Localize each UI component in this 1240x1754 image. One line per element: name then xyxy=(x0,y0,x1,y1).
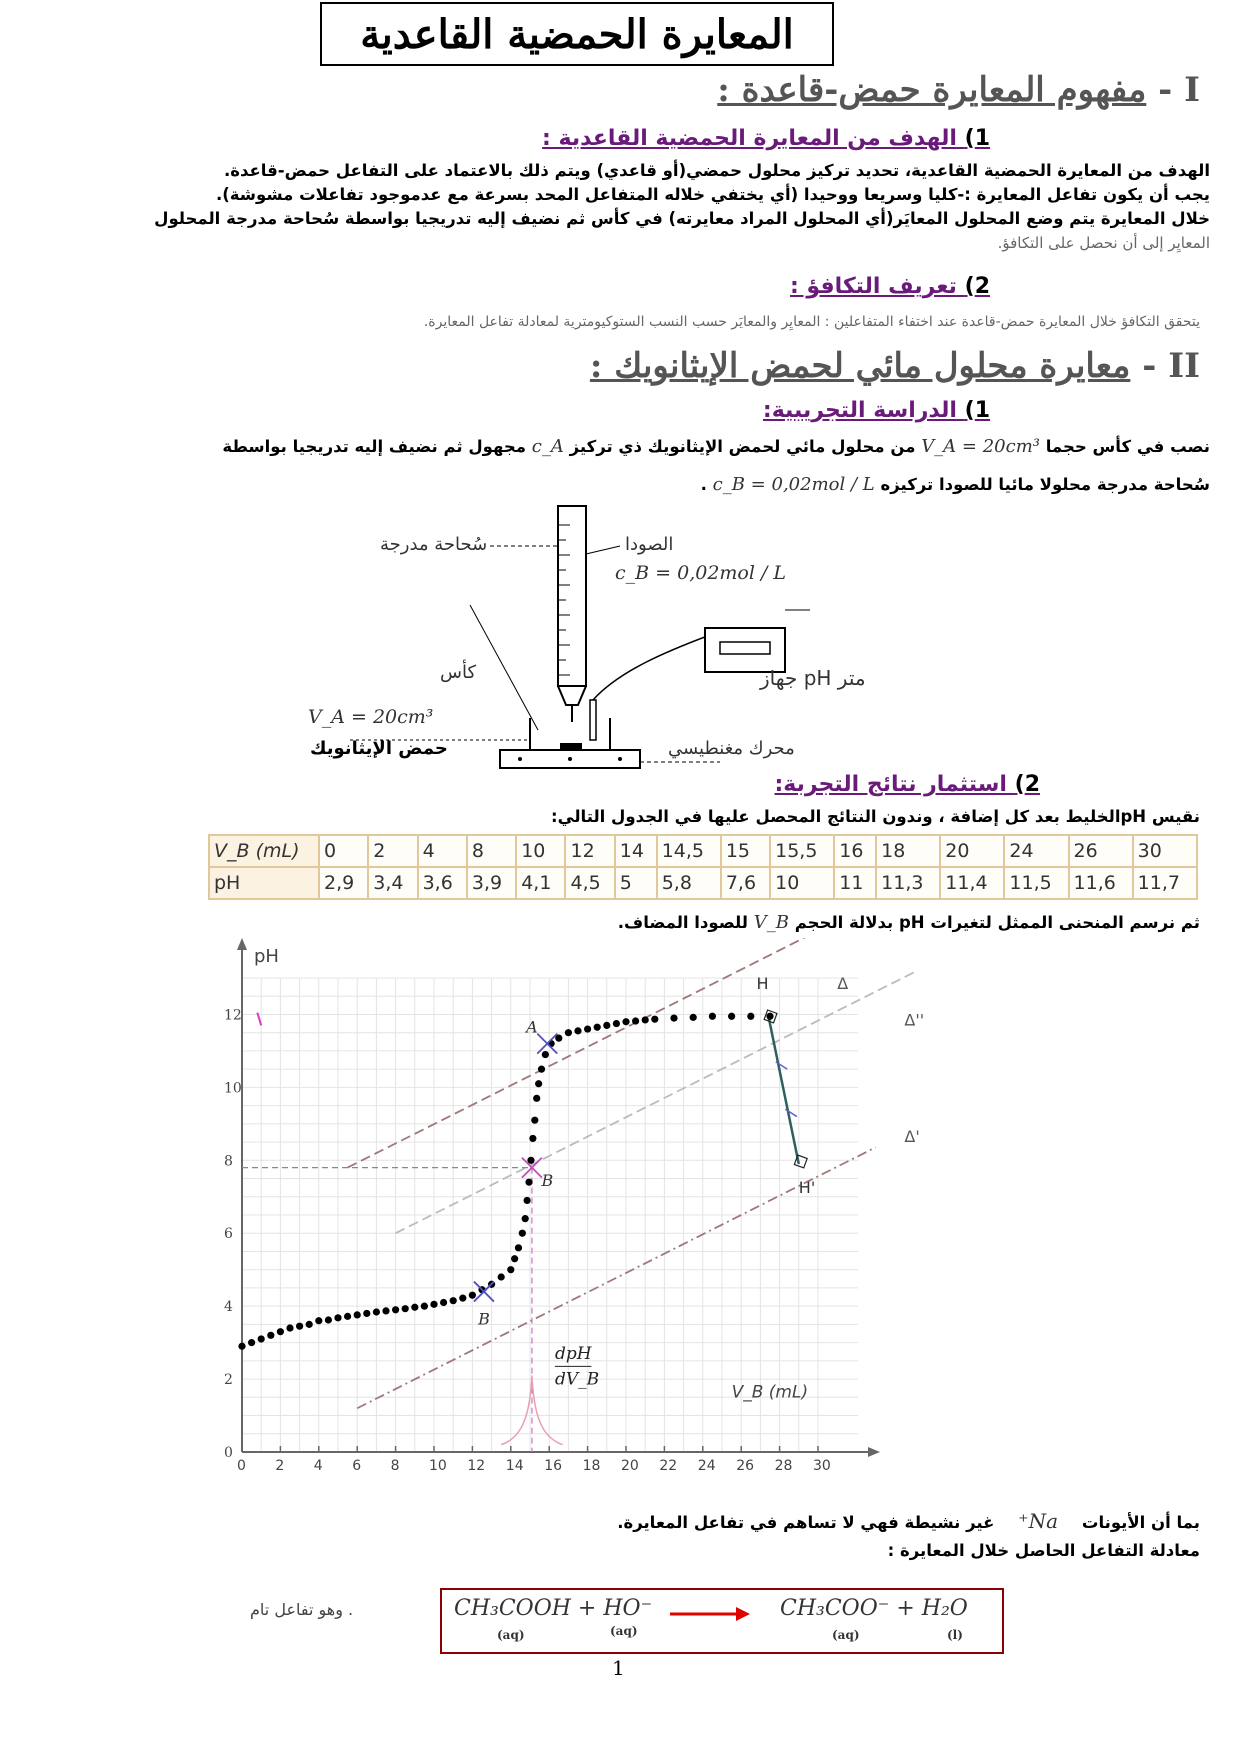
data-point xyxy=(373,1308,380,1315)
x-tick-label: 10 xyxy=(429,1458,447,1474)
data-point xyxy=(766,1013,773,1020)
data-point xyxy=(531,1117,538,1124)
subheading-objective xyxy=(542,126,990,151)
y-axis-arrow-icon xyxy=(237,938,247,950)
data-point xyxy=(421,1303,428,1310)
data-point xyxy=(411,1304,418,1311)
titration-curve-chart xyxy=(220,938,1020,1478)
data-point xyxy=(392,1306,399,1313)
paragraph-conditions: يجب أن يكون تفاعل المعايرة :-كليا وسريعا ووحيدا (أي يختفي خلاله المتفاعل المحد بسرعة مع عدموجود تفاعلات مشوشة). xyxy=(215,185,1210,204)
burette-tube xyxy=(558,506,586,686)
state-aq-3: (aq) xyxy=(832,1628,860,1642)
data-point xyxy=(632,1017,639,1024)
data-point xyxy=(525,1179,532,1186)
data-point xyxy=(286,1324,293,1331)
text-fragment: ثم نرسم المنحنى الممثل لتغيرات pH بدلالة الحجم xyxy=(794,913,1200,932)
y-tick-label: 4 xyxy=(224,1299,233,1316)
table-cell-ph: 11 xyxy=(834,867,876,899)
state-liquid: (l) xyxy=(947,1628,963,1642)
section-2-heading xyxy=(590,346,1200,386)
text-fragment: سُحاحة مدرجة محلولا مائيا للصودا تركيزه xyxy=(880,475,1210,494)
subheading-equivalence-title: تعريف التكافؤ : xyxy=(789,274,957,299)
data-point xyxy=(325,1316,332,1323)
data-point xyxy=(334,1314,341,1321)
table-row-vb xyxy=(209,835,1197,867)
table-cell-ph: 3,9 xyxy=(467,867,516,899)
paragraph-procedure: خلال المعايرة يتم وضع المحلول المعايَر(أي المحلول المراد معايرته) في كأس ثم نضيف إليه تدريجيا بواسطة سُحاحة مدرجة المحلول xyxy=(154,209,1210,228)
data-point xyxy=(519,1230,526,1237)
table-cell-vb: 12 xyxy=(565,835,614,867)
data-point xyxy=(524,1197,531,1204)
x-tick-label: 6 xyxy=(352,1458,362,1474)
table-cell-vb: 30 xyxy=(1133,835,1197,867)
table-header-ph: pH xyxy=(209,867,319,899)
label-delta-prime: Δ' xyxy=(904,1127,920,1147)
table-cell-ph: 11,7 xyxy=(1133,867,1197,899)
x-tick-label: 0 xyxy=(237,1458,246,1474)
data-point xyxy=(469,1292,476,1299)
subheading-objective-title: الهدف من المعايرة الحمضية القاعدية : xyxy=(542,126,957,151)
data-point xyxy=(642,1016,649,1023)
x-tick-label: 16 xyxy=(544,1458,563,1474)
table-cell-vb: 2 xyxy=(368,835,417,867)
data-point xyxy=(344,1313,351,1320)
data-point xyxy=(296,1323,303,1330)
y-tick-label: 10 xyxy=(224,1080,242,1097)
data-point xyxy=(515,1244,522,1251)
label-va: V_A = 20cm³ xyxy=(308,706,434,728)
table-cell-vb: 0 xyxy=(319,835,368,867)
section-2-number: II - xyxy=(1142,346,1200,386)
paragraph-equation-heading: معادلة التفاعل الحاصل خلال المعايرة : xyxy=(887,1541,1200,1560)
table-cell-ph: 3,4 xyxy=(368,867,417,899)
x-tick-label: 12 xyxy=(467,1458,486,1474)
data-point xyxy=(459,1295,466,1302)
perpendicular-segment xyxy=(768,1014,799,1163)
label-point-h: H xyxy=(756,973,769,993)
x-tick-label: 30 xyxy=(813,1458,831,1474)
subheading-results-number: 2) xyxy=(1014,772,1040,797)
tangent-line-delta-double-prime xyxy=(396,972,914,1233)
table-cell-ph: 11,4 xyxy=(940,867,1004,899)
state-aq-1: (aq) xyxy=(497,1628,525,1642)
data-point xyxy=(402,1305,409,1312)
data-point xyxy=(277,1328,284,1335)
subheading-results xyxy=(774,772,1040,797)
stir-bar xyxy=(560,743,582,749)
label-burette: سُحاحة مدرجة xyxy=(380,534,488,555)
paragraph-procedure-end: المعايِر إلى أن نحصل على التكافؤ. xyxy=(997,234,1210,252)
state-aq-2: (aq) xyxy=(610,1624,638,1638)
paragraph-experiment-2 xyxy=(701,474,1210,496)
paragraph-objective: الهدف من المعايرة الحمضية القاعدية، تحديد تركيز محلول حمضي(أو قاعدي) ويتم ذلك بالاعتماد على التفاعل حمض-قاعدة. xyxy=(223,161,1210,180)
data-point xyxy=(363,1310,370,1317)
text-fragment: من محلول مائي لحمض الإيثانويك ذي تركيز xyxy=(569,437,916,456)
table-cell-ph: 11,5 xyxy=(1004,867,1068,899)
table-cell-ph: 11,3 xyxy=(876,867,940,899)
x-tick-label: 2 xyxy=(275,1458,285,1474)
x-tick-label: 14 xyxy=(505,1458,524,1474)
table-cell-vb: 26 xyxy=(1069,835,1133,867)
tangent-line-delta xyxy=(348,938,876,1168)
data-point xyxy=(267,1332,274,1339)
data-point xyxy=(584,1025,591,1032)
data-point xyxy=(529,1135,536,1142)
page-title: المعايرة الحمضية القاعدية xyxy=(320,2,834,66)
label-point-b-equivalence: B xyxy=(541,1170,554,1190)
table-row-ph xyxy=(209,867,1197,899)
data-point xyxy=(690,1014,697,1021)
paragraph-equivalence: يتحقق التكافؤ خلال المعايرة حمض-قاعدة عند اختفاء المتفاعلين : المعايِر والمعايَر حسب النسب الستوكيومترية لمعادلة تفاعل المعايرة. xyxy=(423,314,1200,330)
reaction-equation-box xyxy=(440,1588,1004,1654)
ph-data-table xyxy=(208,834,1198,900)
x-tick-label: 8 xyxy=(390,1458,400,1474)
text-fragment: مجهول ثم نضيف إليه تدريجيا بواسطة xyxy=(222,437,527,456)
data-point xyxy=(440,1299,447,1306)
table-cell-ph: 11,6 xyxy=(1069,867,1133,899)
paragraph-measure: نقيس pHالخليط بعد كل إضافة ، وندون النتائج المحصل عليها في الجدول التالي: xyxy=(551,807,1200,826)
data-point xyxy=(728,1013,735,1020)
data-point xyxy=(522,1215,529,1222)
data-point xyxy=(511,1255,518,1262)
y-tick-label: 8 xyxy=(224,1153,233,1170)
label-stirrer: محرك مغنطيسي xyxy=(668,738,795,759)
table-cell-ph: 7,6 xyxy=(721,867,770,899)
data-point xyxy=(538,1066,545,1073)
subheading-experimental-number: 1) xyxy=(964,398,990,423)
derivative-label-numerator: dpH xyxy=(554,1344,592,1365)
label-complete-reaction: وهو تفاعل تام . xyxy=(250,1600,354,1619)
section-1-title: مفهوم المعايرة حمض-قاعدة : xyxy=(717,70,1147,110)
derivative-label-denominator: dV_B xyxy=(554,1369,600,1390)
text-fragment: غير نشيطة فهي لا تساهم في تفاعل المعايرة. xyxy=(617,1513,995,1532)
text-fragment: بما أن الأيونات xyxy=(1081,1513,1200,1532)
table-cell-vb: 16 xyxy=(834,835,876,867)
section-2-title: معايرة محلول مائي لحمض الإيثانويك : xyxy=(589,346,1131,386)
data-point xyxy=(507,1266,514,1273)
data-point xyxy=(709,1013,716,1020)
burette-tip xyxy=(558,686,586,705)
label-point-b: B xyxy=(478,1309,490,1329)
label-acid: حمض الإيثانويك xyxy=(310,738,448,759)
ph-electrode xyxy=(590,700,596,740)
data-point xyxy=(613,1020,620,1027)
equation-sodium-ion: Na⁺ xyxy=(1018,1509,1059,1533)
data-point xyxy=(574,1027,581,1034)
y-axis-label: pH xyxy=(254,946,279,967)
data-point xyxy=(306,1321,313,1328)
table-cell-vb: 8 xyxy=(467,835,516,867)
table-cell-vb: 15 xyxy=(721,835,770,867)
data-point xyxy=(238,1343,245,1350)
table-cell-vb: 20 xyxy=(940,835,1004,867)
reaction-arrow-icon xyxy=(670,1604,752,1624)
equation-reactants: CH₃COOH + HO⁻ xyxy=(454,1596,653,1621)
data-point xyxy=(651,1016,658,1023)
data-point xyxy=(533,1095,540,1102)
x-tick-label: 24 xyxy=(697,1458,716,1474)
data-point xyxy=(542,1051,549,1058)
subheading-results-title: استثمار نتائج التجربة: xyxy=(774,772,1007,797)
equation-ca: c_A xyxy=(531,436,564,457)
table-cell-vb: 15,5 xyxy=(770,835,834,867)
subheading-equivalence-number: 2) xyxy=(964,274,990,299)
paragraph-plot xyxy=(618,912,1200,934)
equation-products: CH₃COO⁻ + H₂O xyxy=(780,1596,968,1621)
y-tick-label: 12 xyxy=(224,1007,242,1024)
table-header-vb xyxy=(209,835,319,867)
x-tick-label: 18 xyxy=(582,1458,601,1474)
paragraph-sodium-ions xyxy=(617,1510,1200,1534)
table-cell-vb: 24 xyxy=(1004,835,1068,867)
equation-vb: V_B xyxy=(753,912,789,933)
subheading-objective-number: 1) xyxy=(964,126,990,151)
data-point xyxy=(450,1297,457,1304)
data-point xyxy=(382,1307,389,1314)
equation-va: V_A = 20cm³ xyxy=(921,436,1040,457)
table-cell-ph: 2,9 xyxy=(319,867,368,899)
table-header-vb-text: V_B (mL) xyxy=(214,840,300,862)
x-axis-arrow-icon xyxy=(868,1447,880,1457)
x-tick-label: 28 xyxy=(774,1458,793,1474)
table-cell-vb: 14,5 xyxy=(657,835,721,867)
subheading-experimental-title: الدراسة التجريبية: xyxy=(762,398,957,423)
label-point-a: A xyxy=(526,1017,538,1037)
section-1-heading xyxy=(717,70,1200,110)
text-fragment: للصودا المضاف. xyxy=(617,913,748,932)
subheading-equivalence xyxy=(790,274,990,299)
table-cell-vb: 14 xyxy=(615,835,657,867)
data-point xyxy=(747,1013,754,1020)
table-cell-vb: 18 xyxy=(876,835,940,867)
data-point xyxy=(565,1029,572,1036)
label-beaker: كأس xyxy=(440,662,477,683)
data-point xyxy=(498,1273,505,1280)
table-cell-vb: 10 xyxy=(516,835,565,867)
table-cell-ph: 4,5 xyxy=(565,867,614,899)
data-point xyxy=(430,1301,437,1308)
table-cell-ph: 10 xyxy=(770,867,834,899)
y-tick-label: 6 xyxy=(224,1226,233,1243)
label-delta: Δ xyxy=(837,973,849,993)
label-delta-double-prime: Δ'' xyxy=(904,1010,925,1030)
section-1-number: I - xyxy=(1158,70,1200,110)
y-tick-label: 2 xyxy=(224,1372,233,1389)
data-point xyxy=(248,1339,255,1346)
table-cell-ph: 3,6 xyxy=(418,867,467,899)
data-point xyxy=(670,1015,677,1022)
page-number: 1 xyxy=(612,1656,625,1680)
label-soda-concentration: c_B = 0,02mol / L xyxy=(615,562,787,584)
label-soda: الصودا xyxy=(625,534,674,555)
x-tick-label: 20 xyxy=(621,1458,639,1474)
y-tick-label: 0 xyxy=(224,1445,233,1461)
table-cell-ph: 4,1 xyxy=(516,867,565,899)
paragraph-experiment-1 xyxy=(222,436,1210,458)
data-point xyxy=(354,1311,361,1318)
equation-cb: c_B = 0,02mol / L xyxy=(712,474,875,495)
data-point xyxy=(527,1157,534,1164)
text-fragment: . xyxy=(700,475,707,494)
subheading-experimental xyxy=(763,398,990,423)
data-point xyxy=(594,1024,601,1031)
data-point xyxy=(603,1022,610,1029)
x-tick-label: 4 xyxy=(313,1458,323,1474)
table-cell-vb: 4 xyxy=(418,835,467,867)
x-axis-label: V_B (mL) xyxy=(731,1382,809,1403)
data-point xyxy=(258,1335,265,1342)
data-point xyxy=(622,1018,629,1025)
table-cell-ph: 5 xyxy=(615,867,657,899)
text-fragment: نصب في كأس حجما xyxy=(1045,437,1210,456)
label-ph-meter: جهاز pH متر xyxy=(760,666,866,690)
label-point-h-prime: H' xyxy=(798,1178,816,1198)
x-tick-label: 22 xyxy=(659,1458,678,1474)
data-point xyxy=(535,1080,542,1087)
table-cell-ph: 5,8 xyxy=(657,867,721,899)
data-point xyxy=(315,1317,322,1324)
x-tick-label: 26 xyxy=(736,1458,755,1474)
